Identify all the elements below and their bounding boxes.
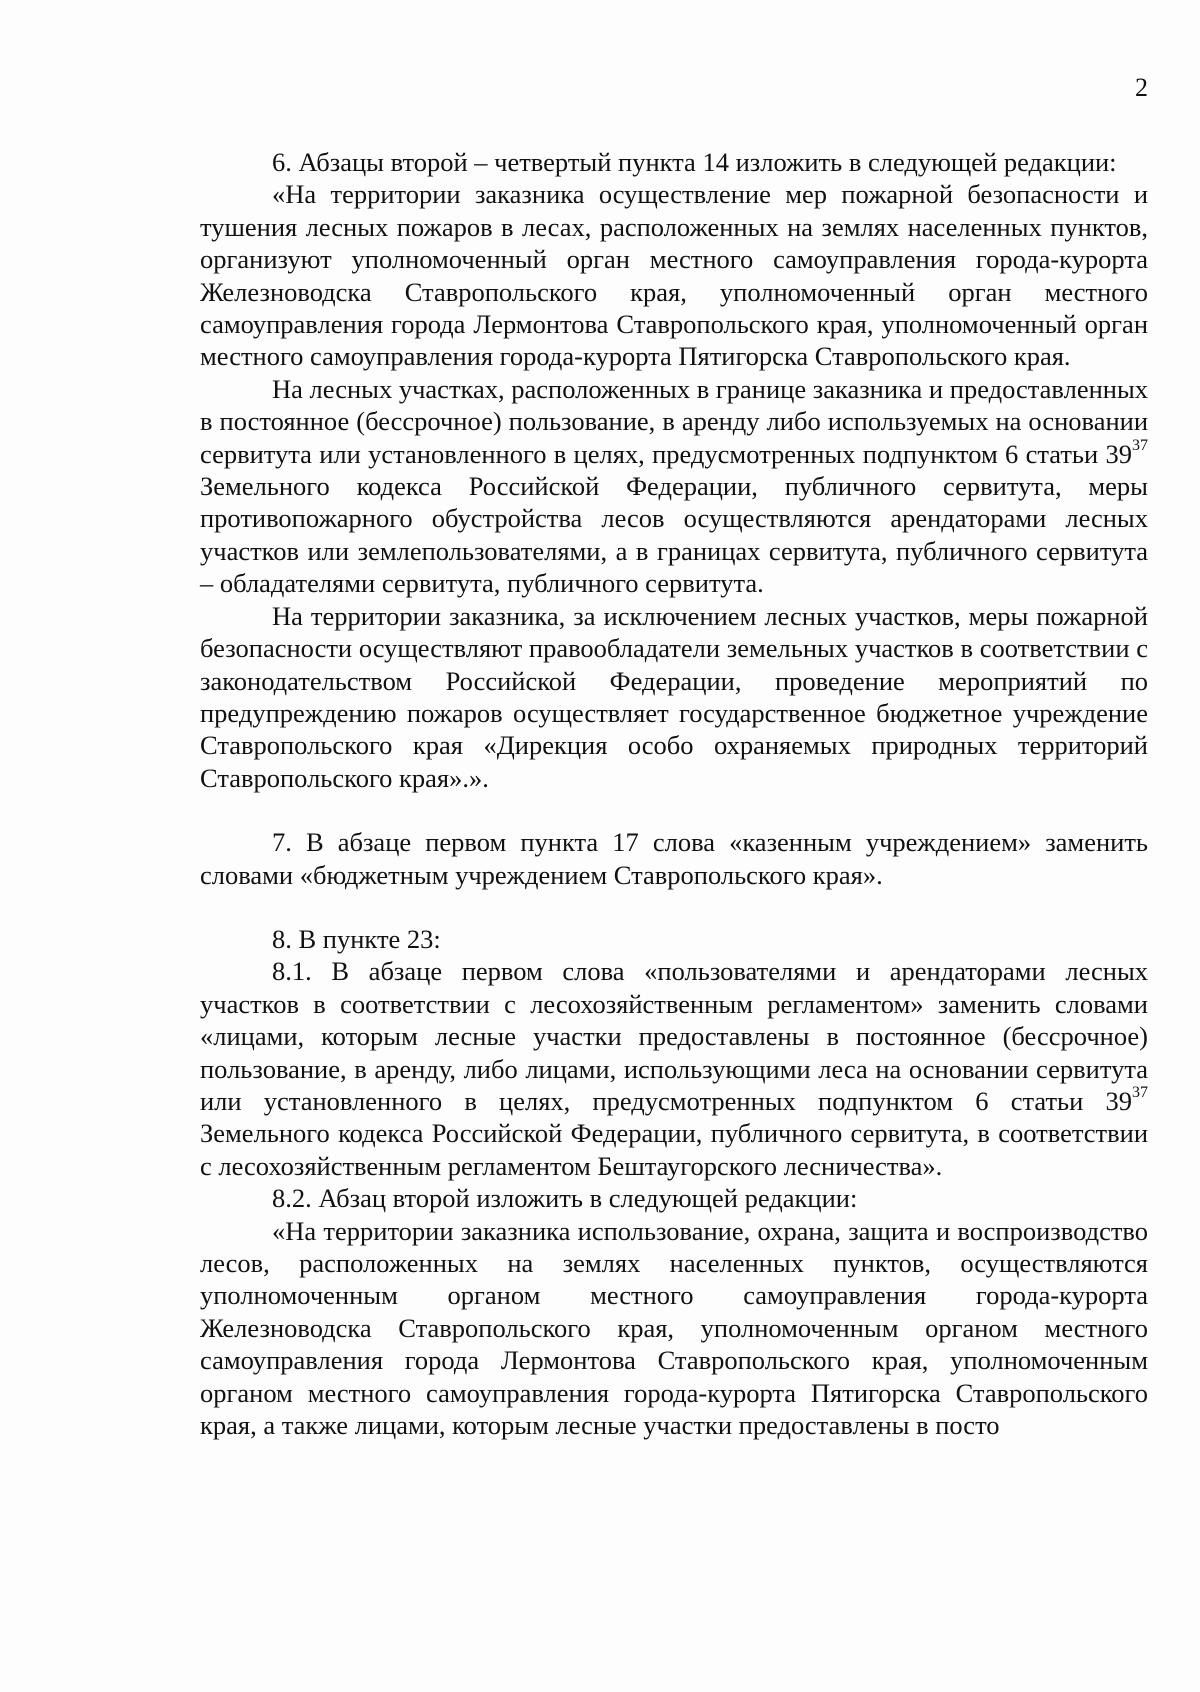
item-6-paragraph-1: «На территории заказника осуществление мер пожарной безопасности и тушения лесных пожаров в лесах, расположенных на землях населенных пунктов, организуют уполномоченный орган местного самоуправления города-курорта Железноводска Ставропольского края, уполномоченный орган местного самоуправления города Лермонтова Ставропольского края, уполномоченный орган местного самоуправления города-курорта Пятигорска Ставропольского края. [200, 179, 1148, 372]
item-8-1-text-b: Земельного кодекса Российской Федерации, публичного сервитута, в соответствии с лесохозяйственным регламентом Бештаугорского лесничества». [200, 1118, 1148, 1181]
item-8-1 [200, 955, 1148, 1182]
superscript: 37 [1132, 1084, 1148, 1102]
item-8-2: 8.2. Абзац второй изложить в следующей редакции: [272, 1183, 858, 1214]
item-6-paragraph-3: На территории заказника, за исключением лесных участков, меры пожарной безопасности осуществляют правообладатели земельных участков в соответствии с законодательством Российской Федерации, проведение мероприятий по предупреждению пожаров осуществляет государственное бюджетное учреждение Ставропольского края «Дирекция особо охраняемых природных территорий Ставропольского края».». [200, 600, 1148, 793]
item-6-intro: 6. Абзацы второй – четвертый пункта 14 изложить в следующей редакции: [272, 147, 1117, 177]
item-6-paragraph-2-text-b: Земельного кодекса Российской Федерации, публичного сервитута, меры противопожарного обустройства лесов осуществляются арендаторами лесных участков или землепользователями, а в границах сервитута, публичного сервитута – обладателями сервитута, публичного сервитута. [200, 471, 1148, 599]
item-6-paragraph-2 [200, 373, 1148, 600]
page-number: 2 [1135, 73, 1148, 102]
item-6-paragraph-2-text-a: На лесных участках, расположенных в границе заказника и предоставленных в постоянное (бессрочное) пользование, в аренду либо используемых на основании сервитута или установленного в целях, предусмотренных подпунктом 6 статьи 39 [200, 373, 1148, 469]
item-8-intro: 8. В пункте 23: [272, 923, 441, 954]
item-8-2-quote: «На территории заказника использование, охрана, защита и воспроизводство лесов, расположенных на землях населенных пунктов, осуществляются уполномоченным органом местного самоуправления города-курорта Железноводска Ставропольского края, уполномоченным органом местного самоуправления города Лермонтова Ставропольского края, уполномоченным органом местного самоуправления города-курорта Пятигорска Ставропольского края, а также лицами, которым лесные участки предоставлены в посто [200, 1215, 1148, 1441]
item-7: 7. В абзаце первом пункта 17 слова «казенным учреждением» заменить словами «бюджетным учреждением Ставропольского края». [200, 827, 1148, 890]
superscript: 37 [1132, 436, 1148, 454]
item-8-1-text-a: 8.1. В абзаце первом слова «пользователями и арендаторами лесных участков в соответствии с лесохозяйственным регламентом» заменить словами «лицами, которым лесные участки предоставлены в постоянное (бессрочное) пользование, в аренду, либо лицами, использующими леса на основании сервитута или установленного в целях, предусмотренных подпунктом 6 статьи 39 [200, 956, 1148, 1116]
document-body [200, 146, 1148, 1441]
